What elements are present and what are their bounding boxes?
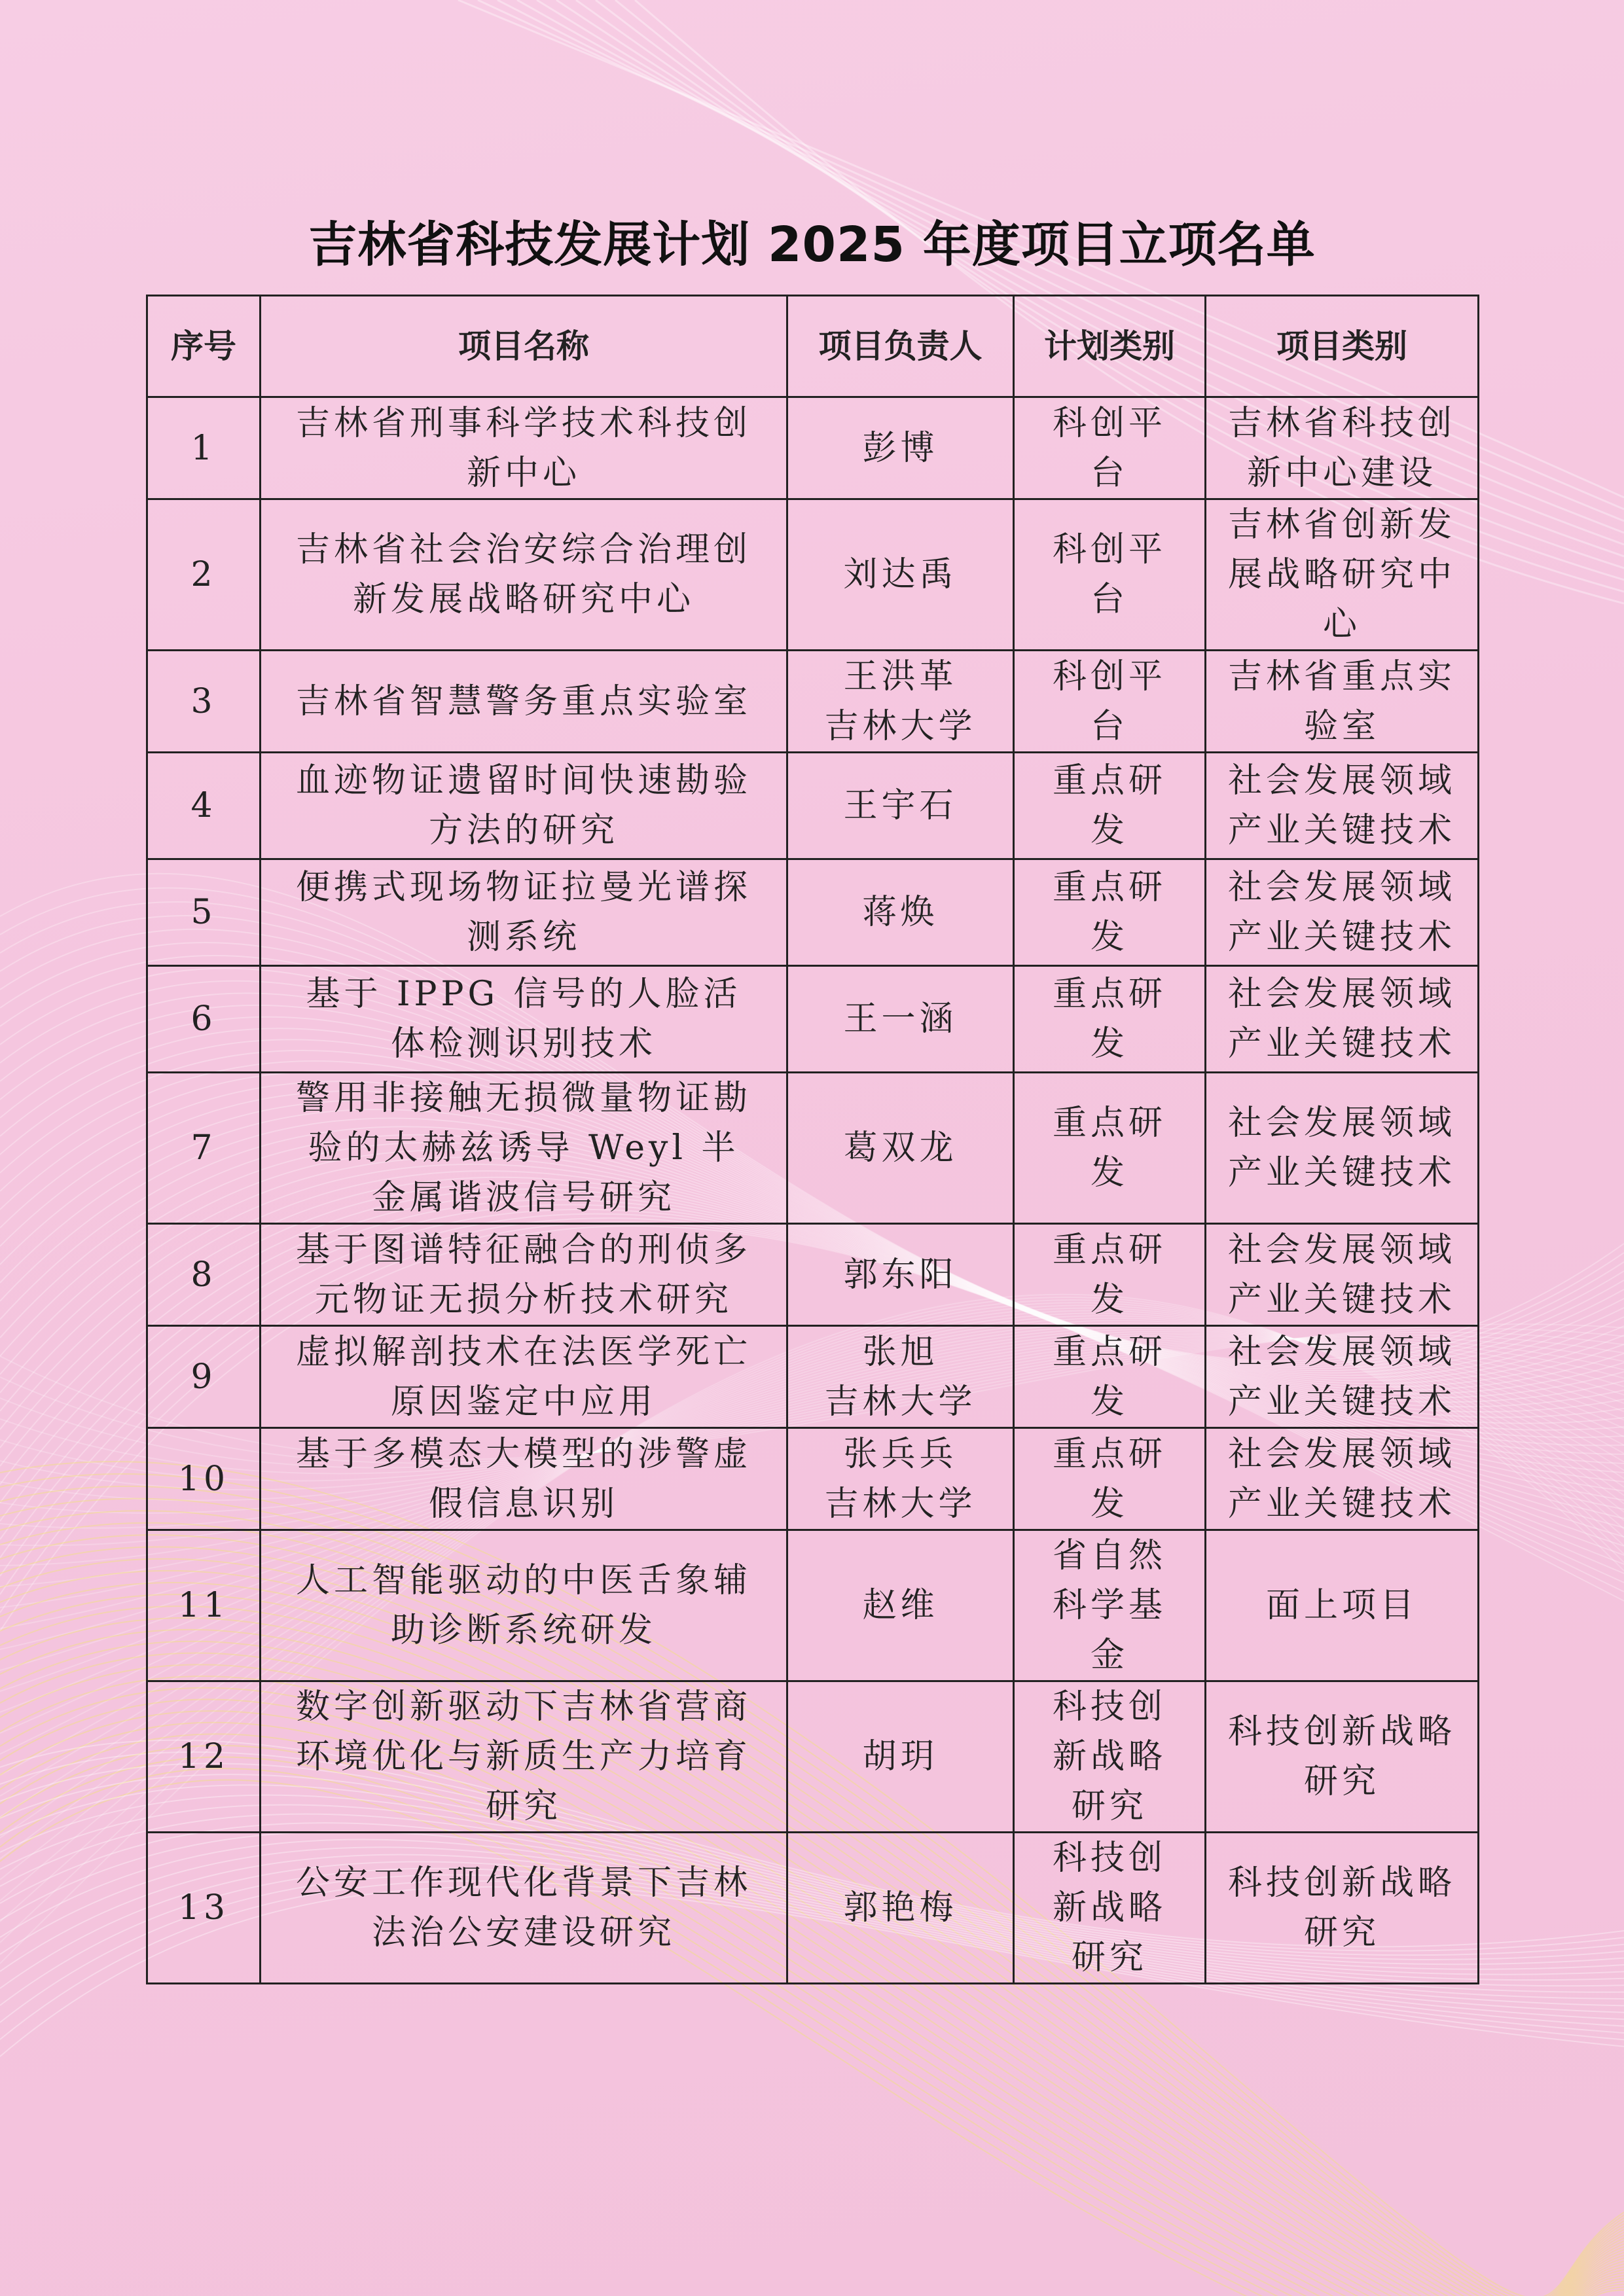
cell-category: 社会发展领域产业关键技术: [1206, 753, 1479, 859]
cell-category: 吉林省重点实验室: [1206, 651, 1479, 753]
cell-seq: 13: [147, 1833, 261, 1984]
table-row: [147, 1833, 1479, 1984]
header-seq: 序号: [147, 296, 261, 397]
cell-leader: 胡玥: [787, 1681, 1014, 1833]
cell-seq: 6: [147, 966, 261, 1073]
cell-leader: 王宇石: [787, 753, 1014, 859]
cell-plan: 重点研发: [1014, 1224, 1206, 1326]
table-row: [147, 651, 1479, 753]
cell-seq: 2: [147, 499, 261, 651]
table-row: [147, 753, 1479, 859]
project-table: [146, 295, 1479, 1984]
cell-category: 社会发展领域产业关键技术: [1206, 859, 1479, 966]
cell-plan: 科创平台: [1014, 397, 1206, 499]
table-row: [147, 499, 1479, 651]
cell-category: 吉林省创新发展战略研究中心: [1206, 499, 1479, 651]
cell-seq: 4: [147, 753, 261, 859]
cell-project-name: 吉林省智慧警务重点实验室: [261, 651, 787, 753]
cell-seq: 11: [147, 1530, 261, 1681]
cell-category: 社会发展领域产业关键技术: [1206, 966, 1479, 1073]
table-row: [147, 966, 1479, 1073]
cell-plan: 重点研发: [1014, 966, 1206, 1073]
cell-leader: 王洪革 吉林大学: [787, 651, 1014, 753]
cell-plan: 科技创新战略研究: [1014, 1681, 1206, 1833]
cell-category: 社会发展领域产业关键技术: [1206, 1428, 1479, 1530]
table-row: [147, 1530, 1479, 1681]
cell-plan: 重点研发: [1014, 859, 1206, 966]
table-row: [147, 397, 1479, 499]
cell-leader: 王一涵: [787, 966, 1014, 1073]
cell-plan: 科技创新战略研究: [1014, 1833, 1206, 1984]
header-category: 项目类别: [1206, 296, 1479, 397]
cell-leader: 张旭 吉林大学: [787, 1326, 1014, 1428]
page-title: 吉林省科技发展计划 2025 年度项目立项名单: [308, 217, 1316, 273]
cell-plan: 科创平台: [1014, 651, 1206, 753]
cell-plan: 重点研发: [1014, 753, 1206, 859]
cell-project-name: 公安工作现代化背景下吉林法治公安建设研究: [261, 1833, 787, 1984]
header-leader-text: 项目负责人: [818, 327, 983, 365]
cell-project-name: 基于多模态大模型的涉警虚假信息识别: [261, 1428, 787, 1530]
cell-category: 科技创新战略研究: [1206, 1833, 1479, 1984]
cell-leader: 彭博: [787, 397, 1014, 499]
cell-seq: 7: [147, 1073, 261, 1224]
cell-category: 社会发展领域产业关键技术: [1206, 1073, 1479, 1224]
header-leader: [787, 296, 1014, 397]
cell-project-name: 血迹物证遗留时间快速勘验方法的研究: [261, 753, 787, 859]
cell-seq: 1: [147, 397, 261, 499]
cell-plan: 重点研发: [1014, 1326, 1206, 1428]
cell-leader: 蒋焕: [787, 859, 1014, 966]
table-row: [147, 1428, 1479, 1530]
cell-seq: 5: [147, 859, 261, 966]
table-row: [147, 1681, 1479, 1833]
cell-plan: 重点研发: [1014, 1073, 1206, 1224]
cell-leader: 赵维: [787, 1530, 1014, 1681]
cell-plan: 科创平台: [1014, 499, 1206, 651]
cell-category: 社会发展领域产业关键技术: [1206, 1224, 1479, 1326]
table-header-row: [147, 296, 1479, 397]
cell-leader: 张兵兵 吉林大学: [787, 1428, 1014, 1530]
header-plan: 计划类别: [1014, 296, 1206, 397]
cell-project-name: 吉林省社会治安综合治理创新发展战略研究中心: [261, 499, 787, 651]
cell-project-name: 吉林省刑事科学技术科技创新中心: [261, 397, 787, 499]
table-row: [147, 1224, 1479, 1326]
cell-project-name: 警用非接触无损微量物证勘验的太赫兹诱导 Weyl 半金属谐波信号研究: [261, 1073, 787, 1224]
cell-category: 面上项目: [1206, 1530, 1479, 1681]
cell-project-name: 人工智能驱动的中医舌象辅助诊断系统研发: [261, 1530, 787, 1681]
cell-project-name: 基于图谱特征融合的刑侦多元物证无损分析技术研究: [261, 1224, 787, 1326]
cell-category: 吉林省科技创新中心建设: [1206, 397, 1479, 499]
table-row: [147, 1326, 1479, 1428]
header-name: 项目名称: [261, 296, 787, 397]
cell-plan: 重点研发: [1014, 1428, 1206, 1530]
cell-seq: 10: [147, 1428, 261, 1530]
table-row: [147, 1073, 1479, 1224]
cell-project-name: 虚拟解剖技术在法医学死亡原因鉴定中应用: [261, 1326, 787, 1428]
cell-seq: 3: [147, 651, 261, 753]
cell-plan: 省自然科学基金: [1014, 1530, 1206, 1681]
cell-leader: 刘达禹: [787, 499, 1014, 651]
cell-leader: 葛双龙: [787, 1073, 1014, 1224]
table-row: [147, 859, 1479, 966]
cell-leader: 郭艳梅: [787, 1833, 1014, 1984]
cell-seq: 8: [147, 1224, 261, 1326]
cell-project-name: 基于 IPPG 信号的人脸活体检测识别技术: [261, 966, 787, 1073]
cell-project-name: 数字创新驱动下吉林省营商环境优化与新质生产力培育研究: [261, 1681, 787, 1833]
cell-category: 社会发展领域产业关键技术: [1206, 1326, 1479, 1428]
cell-seq: 9: [147, 1326, 261, 1428]
cell-project-name: 便携式现场物证拉曼光谱探测系统: [261, 859, 787, 966]
cell-seq: 12: [147, 1681, 261, 1833]
cell-category: 科技创新战略研究: [1206, 1681, 1479, 1833]
cell-leader: 郭东阳: [787, 1224, 1014, 1326]
